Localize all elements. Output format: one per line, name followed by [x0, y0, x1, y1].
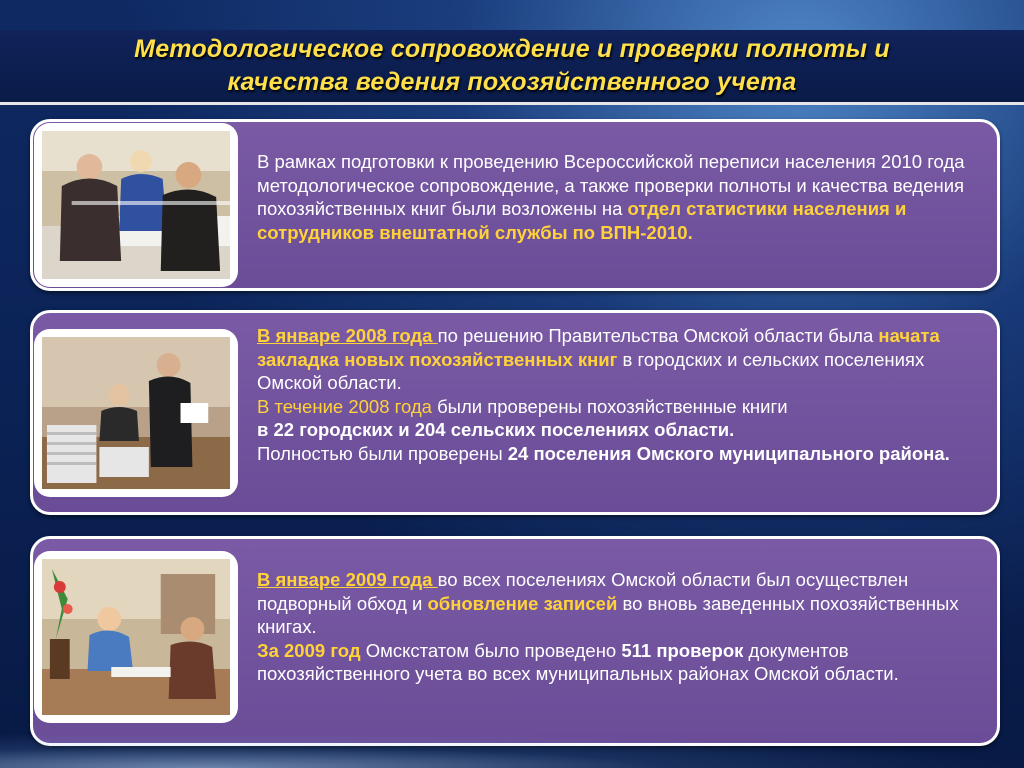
card-2-text-c: были проверены похозяйственные книги	[431, 395, 788, 417]
card-2-omsk-district: 24 поселения Омского муниципального района.	[507, 442, 950, 464]
card-3-text-a: во всех поселениях Омской области был осуществлен подворный обход и	[257, 569, 909, 614]
info-card-3	[30, 536, 1000, 746]
card-2-date-2008: В январе 2008 года	[257, 325, 438, 346]
slide-title	[134, 33, 890, 99]
card-3-text-c: Омскстатом было проведено	[360, 639, 622, 661]
bottom-swoosh-decoration	[0, 732, 1024, 768]
info-card-1	[30, 119, 1000, 291]
card-2-highlight: начата закладка новых похозяйственных книг	[257, 325, 940, 370]
card-3-year-2009: За 2009 год	[257, 639, 361, 661]
title-line-2: качества ведения похозяйственного учета	[227, 68, 797, 96]
card-1-highlight: отдел статистики населения и сотрудников внештатной службы по ВПН-2010.	[257, 198, 907, 243]
title-bar	[0, 30, 1024, 105]
photo-staff-reviewing-documents	[34, 123, 238, 287]
card-1-text	[257, 150, 983, 244]
card-3-text-d: документов похозяйственного учета во всех муниципальных районах Омской области.	[257, 639, 899, 684]
card-2-text-d: Полностью были проверены	[257, 442, 508, 464]
photo-office-with-books	[34, 329, 238, 497]
card-3-text-b: во вновь заведенных похозяйственных книгах.	[257, 592, 959, 637]
card-3-date-2009: В январе 2009 года	[257, 569, 438, 590]
card-2-text	[257, 324, 983, 465]
card-3-highlight: обновление записей	[427, 592, 618, 614]
card-2-text-b: в городских и сельских поселениях Омской области.	[257, 348, 925, 393]
card-3-checks-count: 511 проверок	[621, 639, 744, 661]
card-3-text	[257, 568, 983, 686]
card-2-text-a: по решению Правительства Омской области была	[437, 325, 879, 346]
card-1-intro: В рамках подготовки к проведению Всероссийской переписи населения 2010 года методологическое сопровождение, а также проверки полноты и качества ведения похозяйственных книг были возложены на	[257, 151, 965, 219]
title-line-1: Методологическое сопровождение и проверки полноты и	[134, 35, 890, 63]
photo-women-at-desk	[34, 551, 238, 723]
card-2-settlements-count: в 22 городских и 204 сельских поселениях области.	[257, 419, 735, 440]
info-card-2	[30, 310, 1000, 515]
card-2-during-2008: В течение 2008 года	[257, 395, 432, 417]
